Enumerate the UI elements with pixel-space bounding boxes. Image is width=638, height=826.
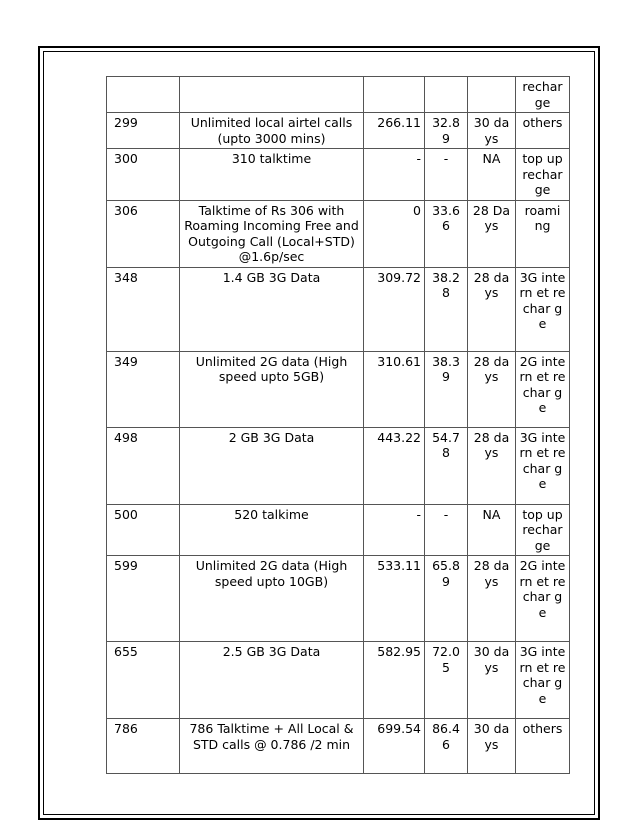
cell-type: top up rechar ge	[516, 149, 570, 201]
cell-benefit: Talktime of Rs 306 with Roaming Incoming Free and Outgoing Call (Local+STD) @1.6p/sec	[180, 200, 364, 267]
cell-type: 3G intern et rechar ge	[516, 267, 570, 351]
cell-price: 599	[107, 556, 180, 642]
cell-cost: 33.6 6	[425, 200, 468, 267]
cell-validity: NA	[468, 149, 516, 201]
cell-benefit: 310 talktime	[180, 149, 364, 201]
cell-benefit: 520 talkime	[180, 504, 364, 556]
table-row	[107, 719, 570, 774]
cell-benefit: 2 GB 3G Data	[180, 427, 364, 504]
cell-benefit: Unlimited 2G data (High speed upto 10GB)	[180, 556, 364, 642]
cell-talk-value: 0	[364, 200, 425, 267]
cell-cost: 54.7 8	[425, 427, 468, 504]
cell-validity: 30 days	[468, 113, 516, 149]
cell-benefit: 2.5 GB 3G Data	[180, 642, 364, 719]
cell-talk-value: 582.95	[364, 642, 425, 719]
cell-type: 2G intern et rechar ge	[516, 351, 570, 427]
cell-validity: 28 days	[468, 427, 516, 504]
cell-price: 349	[107, 351, 180, 427]
recharge-plans-table	[106, 76, 570, 774]
cell-talk-value: -	[364, 149, 425, 201]
cell-talk-value	[364, 77, 425, 113]
table-row	[107, 267, 570, 351]
cell-benefit: 1.4 GB 3G Data	[180, 267, 364, 351]
cell-price: 348	[107, 267, 180, 351]
cell-type: others	[516, 113, 570, 149]
cell-type: others	[516, 719, 570, 774]
cell-validity: NA	[468, 504, 516, 556]
cell-cost: -	[425, 149, 468, 201]
cell-talk-value: 310.61	[364, 351, 425, 427]
cell-benefit: Unlimited local airtel calls (upto 3000 mins)	[180, 113, 364, 149]
cell-type: 3G intern et rechar ge	[516, 427, 570, 504]
cell-validity	[468, 77, 516, 113]
cell-price: 500	[107, 504, 180, 556]
cell-price: 498	[107, 427, 180, 504]
table-row	[107, 642, 570, 719]
cell-cost: -	[425, 504, 468, 556]
cell-cost: 65.8 9	[425, 556, 468, 642]
cell-price: 655	[107, 642, 180, 719]
table-row	[107, 149, 570, 201]
cell-price: 306	[107, 200, 180, 267]
cell-talk-value: -	[364, 504, 425, 556]
cell-validity: 30 days	[468, 719, 516, 774]
cell-talk-value: 309.72	[364, 267, 425, 351]
cell-validity: 30 days	[468, 642, 516, 719]
cell-cost: 38.2 8	[425, 267, 468, 351]
table-body	[107, 77, 570, 774]
cell-price	[107, 77, 180, 113]
cell-type: rechar ge	[516, 77, 570, 113]
cell-talk-value: 266.11	[364, 113, 425, 149]
cell-validity: 28 days	[468, 556, 516, 642]
cell-cost	[425, 77, 468, 113]
cell-type: top up rechar ge	[516, 504, 570, 556]
table-row	[107, 200, 570, 267]
cell-cost: 32.8 9	[425, 113, 468, 149]
cell-type: roami ng	[516, 200, 570, 267]
cell-cost: 72.0 5	[425, 642, 468, 719]
table-row	[107, 351, 570, 427]
cell-benefit: Unlimited 2G data (High speed upto 5GB)	[180, 351, 364, 427]
cell-talk-value: 699.54	[364, 719, 425, 774]
cell-price: 786	[107, 719, 180, 774]
table-row	[107, 504, 570, 556]
cell-validity: 28 Days	[468, 200, 516, 267]
cell-price: 300	[107, 149, 180, 201]
cell-benefit	[180, 77, 364, 113]
table-row	[107, 113, 570, 149]
table-row	[107, 427, 570, 504]
table-row	[107, 556, 570, 642]
cell-talk-value: 443.22	[364, 427, 425, 504]
cell-validity: 28 days	[468, 351, 516, 427]
cell-cost: 38.3 9	[425, 351, 468, 427]
cell-validity: 28 days	[468, 267, 516, 351]
cell-cost: 86.4 6	[425, 719, 468, 774]
cell-type: 2G intern et rechar ge	[516, 556, 570, 642]
cell-type: 3G intern et rechar ge	[516, 642, 570, 719]
cell-talk-value: 533.11	[364, 556, 425, 642]
cell-price: 299	[107, 113, 180, 149]
cell-benefit: 786 Talktime + All Local & STD calls @ 0.786 /2 min	[180, 719, 364, 774]
table-row	[107, 77, 570, 113]
